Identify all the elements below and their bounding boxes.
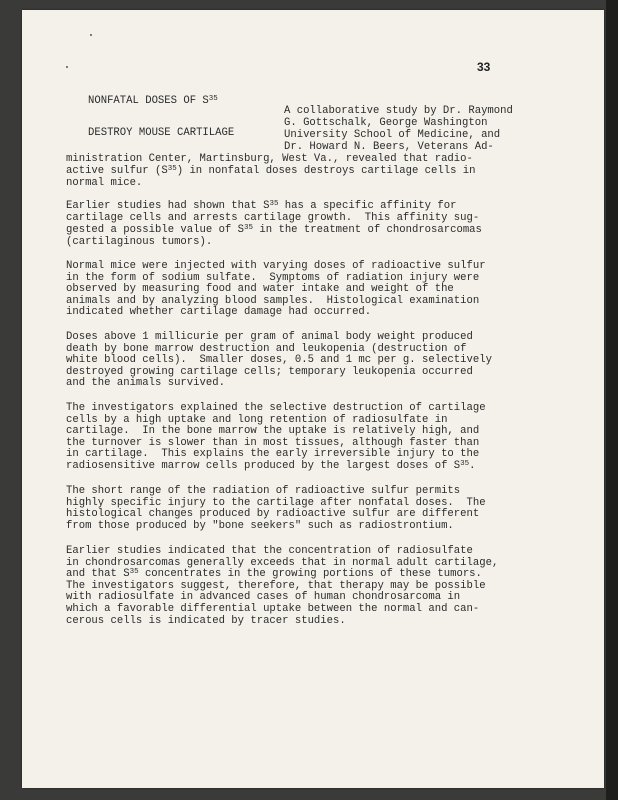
paragraph-line: observed by measuring food and water intake and weight of the [66,283,454,296]
paragraph-line: with radiosulfate in advanced cases of human chondrosarcoma in [66,591,461,604]
headline-line-2: DESTROY MOUSE CARTILAGE [88,127,235,139]
paragraph-line: the turnover is slower than in most tissues, although faster than [66,436,480,449]
paragraph-5 [66,486,486,532]
paragraph-line: cartilage. In the bone marrow the uptake is relatively high, and [66,425,480,438]
paragraph-line: Normal mice were injected with varying doses of radioactive sulfur [66,260,486,272]
intro-line: University School of Medicine, and [284,129,501,141]
paragraph-line: in the form of sodium sulfate. Symptoms of radiation injury were [66,271,480,284]
paragraph-line: and that $S^{35}$ concentrates in the growing portions of these tumors. [66,568,482,581]
paragraph-line: highly specific injury to the cartilage after nonfatal doses. The [66,496,486,509]
paragraph-line: death by bone marrow destruction and leukopenia (destruction of [66,342,467,355]
paragraph-line: cells by a high uptake and long retention of radiosulfate in [66,413,448,426]
paragraph-1-line: (cartilaginous tumors). [66,236,213,248]
speck [90,34,92,36]
intro-line: A collaborative study by Dr. Raymond [284,105,513,117]
paragraph-1-line: gested a possible value of $S^{35}$ in the treatment of chondrosarcomas [66,224,482,236]
paragraph-line: cerous cells is indicated by tracer studies. [66,614,346,627]
paragraph-1-line: Earlier studies had shown that $S^{35}$ has a specific affinity for [66,200,457,212]
scan-edge [606,0,618,800]
paragraph-line: and the animals survived. [66,377,225,390]
intro-line: G. Gottschalk, George Washington [284,117,488,129]
paragraph-line: from those produced by "bone seekers" such as radiostrontium. [66,519,454,532]
page-number: 33 [477,60,491,74]
paragraph-line: radiosensitive marrow cells produced by the largest doses of $S^{35}$. [66,459,476,472]
document-page [22,10,604,788]
paragraph-line: destroyed growing cartilage cells; temporary leukopenia occurred [66,365,473,378]
paragraph-line: histological changes produced by radioactive sulfur are different [66,508,480,521]
paragraph-line: Doses above 1 millicurie per gram of animal body weight produced [66,331,473,343]
headline-line-1: NONFATAL DOSES OF $S^{35}$ [88,95,218,107]
speck [66,66,68,68]
paragraph-line: The investigators explained the selective destruction of cartilage [66,402,486,414]
paragraph-line: in chondrosarcomas generally exceeds that in normal adult cartilage, [66,556,499,569]
paragraph-4 [66,403,486,473]
intro-line: Dr. Howard N. Beers, Veterans Ad- [284,141,494,153]
paragraph-line: in cartilage. This explains the early irreversible injury to the [66,448,480,461]
paragraph-line: indicated whether cartilage damage had occurred. [66,306,372,319]
paragraph-line: The short range of the radiation of radioactive sulfur permits [66,485,461,497]
intro-line: ministration Center, Martinsburg, West Va., revealed that radio- [66,153,473,165]
paragraph-2 [66,261,486,319]
intro-line: active sulfur $(S^{35})$ in nonfatal doses destroys cartilage cells in [66,165,476,177]
paragraph-line: animals and by analyzing blood samples. Histological examination [66,294,480,307]
paragraph-line: The investigators suggest, therefore, that therapy may be possible [66,579,486,592]
paragraph-3 [66,332,492,390]
paragraph-1-line: cartilage cells and arrests cartilage growth. This affinity sug- [66,212,480,224]
paragraph-line: Earlier studies indicated that the concentration of radiosulfate [66,545,473,557]
paragraph-6 [66,546,498,627]
intro-line: normal mice. [66,177,143,189]
paragraph-line: which a favorable differential uptake between the normal and can- [66,602,480,615]
paragraph-line: white blood cells). Smaller doses, 0.5 and 1 mc per g. selectively [66,354,492,367]
